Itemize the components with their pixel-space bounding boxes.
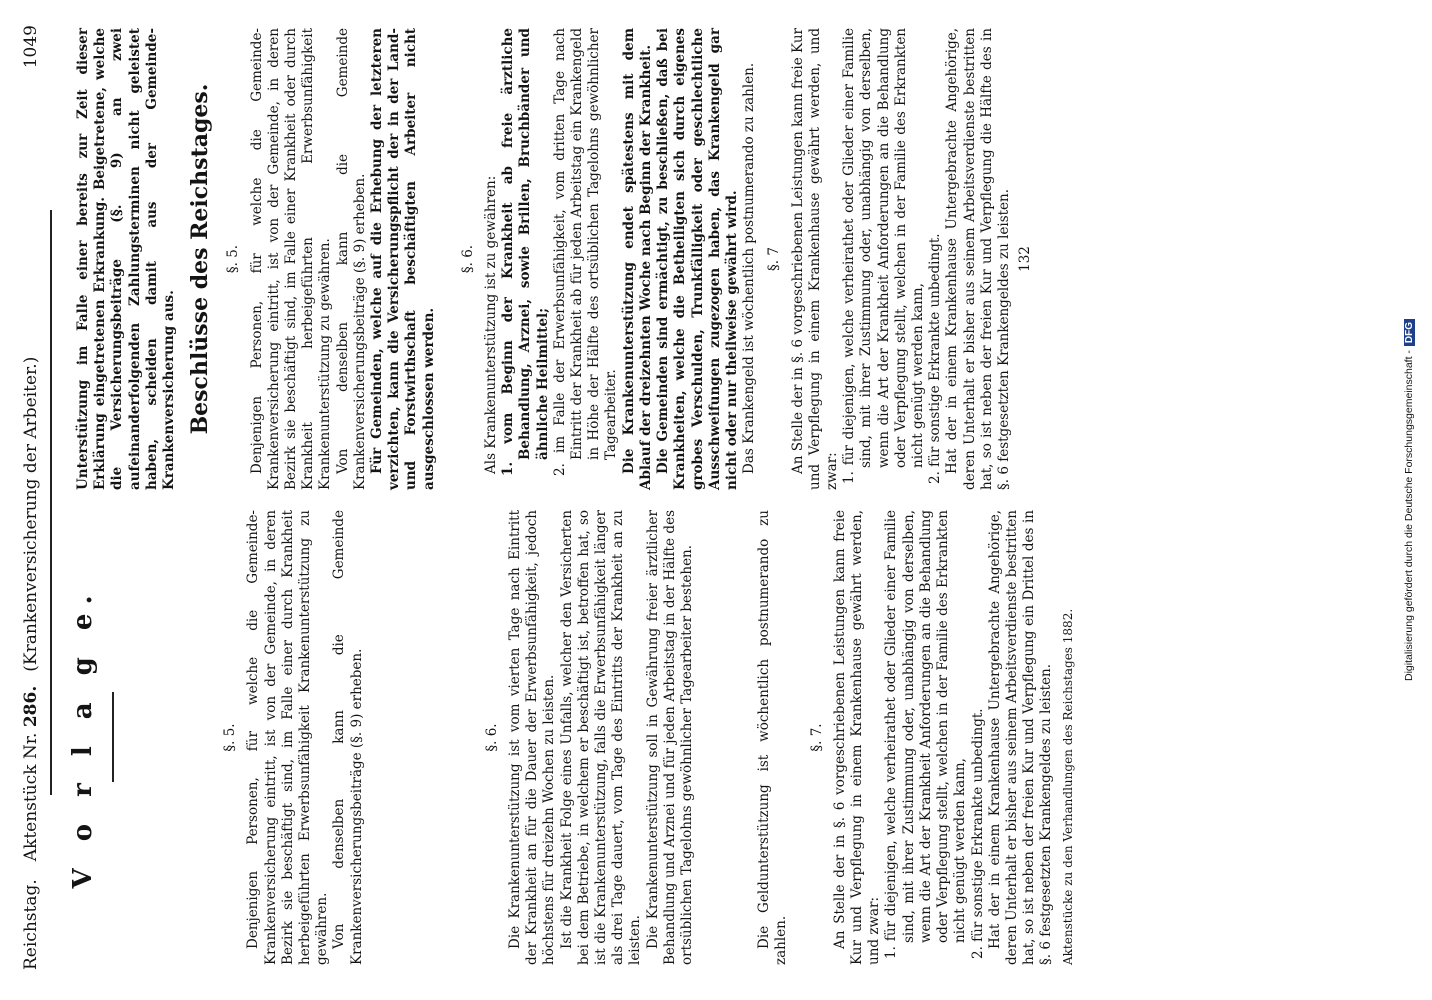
section-heading: §. 5. xyxy=(225,244,242,274)
intro-paragraph: Unterstützung im Falle einer bereits zur Zeit dieser Erklärung eingetretenen Erkrankung. Beigetretene, welche die Versicherungsbeiträge (§. 9) an zwei aufeinanderfolgenden Zahlungsterminen nicht geleistet haben, scheiden damit aus der Gemeinde-Krankenversicherung aus. xyxy=(75,28,178,490)
section-heading: §. 7. xyxy=(808,723,825,752)
spacer xyxy=(366,510,476,965)
paragraph: Als Krankenunterstützung ist zu gewähren: xyxy=(483,175,500,474)
paragraph: Das Krankengeld ist wöchentlich postnumerando zu zahlen. xyxy=(741,62,758,474)
spacer xyxy=(696,510,756,965)
paragraph: Denjenigen Personen, für welche die Gemeinde-Krankenversicherung eintritt, ist von der Gemeinde, in deren Bezirk sie beschäftigt sind, im Falle einer Krankheit oder durch Krankheit herbeigeführten Erwerbsunfähigkeit Krankenunterstützung zu gewähren. xyxy=(248,28,334,490)
signature-mark: 132 xyxy=(1017,246,1034,272)
list-item: 2. im Falle der Erwerbsunfähigkeit, vom dritten Tage nach Eintritt der Krankheit ab für jeden Arbeitstag ein Krankengeld in Höhe der Hälfte des ortsüblichen Tagelohns gewöhnlicher Tagearbeiter. xyxy=(551,28,620,476)
paragraph-bold: Für Gemeinden, welche auf die Erhebung der letzteren verzichten, kann die Versicherungspflicht der in der Land- und Forstwirthschaft beschäftigten Arbeiter nicht ausgeschlossen werden. xyxy=(369,28,437,490)
header-left: Reichstag. xyxy=(21,879,41,970)
list-item: 2. für sonstige Erkrankte unbedingt. xyxy=(927,233,944,484)
header-title: (Krankenversicherung der Arbeiter.) xyxy=(21,356,41,672)
paragraph: Die Krankenunterstützung soll in Gewährung freier ärztlicher Behandlung und Arznei und für jeden Arbeitstag in der Hälfte des ortsüblichen Tagelohns gewöhnlicher Tagearbeiter bestehen. xyxy=(644,510,696,965)
paragraph-bold: Die Gemeinden sind ermächtigt, zu beschließen, daß bei Krankheiten, welche die Betheiligten sich durch eigenes grobes Verschulden, Trunkfälligkeit oder geschlechtliche Ausschweifungen zugezogen haben, das Krankengeld gar nicht oder nur theilweise gewährt wird. xyxy=(655,28,740,490)
paragraph: Ist die Krankheit Folge eines Unfalls, welcher den Versicherten bei dem Betriebe, in welchem er beschäftigt ist, betroffen hat, so ist die Krankenunterstützung, falls die Erwerbsunfähigkeit länger als drei Tage dauert, vom Tage des Eintritts der Krankheit an zu leisten. xyxy=(558,510,644,965)
section-heading: §. 6. xyxy=(459,244,476,274)
spacer xyxy=(791,510,801,965)
section-heading: §. 5. xyxy=(222,723,239,752)
paragraph: Von denselben kann die Gemeinde Krankenversicherungsbeiträge (§. 9) erheben. xyxy=(334,28,368,490)
section-heading: §. 6. xyxy=(483,723,500,752)
list-item: 1. für diejenigen, welche verheirathet oder Glieder einer Familie sind, mit ihrer Zustimmung oder, unabhängig von derselben, wenn die Art der Krankheit Anforderungen an die Behandlung oder Verpflegung stellt, welchen in der Familie des Erkrankten nicht genügt werden kann, xyxy=(841,28,926,484)
list-item: 1. für diejenigen, welche verheirathet oder Glieder einer Familie sind, mit ihrer Zustimmung oder, unabhängig von derselben, wenn die Art der Krankheit Anforderungen an die Behandlung oder Verpflegung stellt, welchen in der Familie des Erkrankten nicht genügt werden kann, xyxy=(883,510,969,959)
paragraph: Von denselben kann die Gemeinde Krankenversicherungsbeiträge (§. 9) erheben. xyxy=(331,510,365,965)
spacer xyxy=(438,28,452,490)
list-item: 2. für sonstige Erkrankte unbedingt. xyxy=(969,708,986,959)
paragraph-bold: Die Krankenunterstützung endet spätestens mit dem Ablauf der dreizehnten Woche nach Beginn der Krankheit. xyxy=(620,28,654,490)
paragraph: Die Krankenunterstützung ist vom vierten Tage nach Eintritt der Krankheit an für die Dauer der Erwerbsunfähigkeit, jedoch höchstens für dreizehn Wochen zu leisten. xyxy=(507,510,558,965)
vorlage-title: V o r l a g e. xyxy=(68,586,98,889)
paragraph: Die Geldunterstützung ist wöchentlich postnumerando zu zahlen. xyxy=(756,510,790,965)
section-heading: §. 7 xyxy=(766,247,783,271)
page-header xyxy=(14,25,48,970)
header-document-number xyxy=(21,686,41,862)
beschluesse-title: Beschlüsse des Reichstages. xyxy=(187,83,214,435)
paragraph: Hat der in einem Krankenhause Untergebrachte Angehörige, deren Unterhalt er bisher aus seinem Arbeitsverdienste bestritten hat, so ist neben der freien Kur und Verpflegung die Hälfte des in §. 6 festgesetzten Krankengeldes zu leisten. xyxy=(944,28,1012,490)
column-vorlage xyxy=(68,510,1077,965)
paragraph: An Stelle der in §. 6 vorgeschriebenen Leistungen kann freie Kur und Verpflegung in einem Krankenhause gewährt werden, und zwar: xyxy=(789,28,840,490)
paragraph: An Stelle der in §. 6 vorgeschriebenen Leistungen kann freie Kur und Verpflegung in einem Krankenhause gewährt werden, und zwar: xyxy=(831,510,883,965)
dfg-logo: DFG xyxy=(1404,319,1415,346)
title-rule xyxy=(112,693,114,783)
spacer xyxy=(134,510,214,965)
footnote: Aktenstücke zu den Verhandlungen des Reichstages 1882. xyxy=(1060,608,1075,965)
column-beschluesse xyxy=(75,28,1034,490)
header-number: 286. xyxy=(21,685,41,728)
dfg-text: Digitalisierung gefördert durch die Deutsche Forschungsgemeinschaft - xyxy=(1403,350,1415,682)
header-rule xyxy=(50,210,52,795)
header-aktenstueck: Aktenstück Nr. xyxy=(21,732,41,862)
page-number: 1049 xyxy=(21,25,41,69)
dfg-attribution xyxy=(1403,90,1415,910)
paragraph: Denjenigen Personen, für welche die Gemeinde-Krankenversicherung eintritt, ist von der Gemeinde, in deren Bezirk sie beschäftigt sind, im Falle einer durch Krankheit herbeigeführten Erwerbsunfähigkeit Krankenunterstützung zu gewähren. xyxy=(245,510,331,965)
list-item: 1. vom Beginn der Krankheit ab freie ärztliche Behandlung, Arznei, sowie Brillen, Bruchbänder und ähnliche Heilmittel; xyxy=(500,28,551,476)
paragraph: Hat der in einem Krankenhause Untergebrachte Angehörige, deren Unterhalt er bisher aus seinem Arbeitsverdienste bestritten hat, so ist neben der freien Kur und Verpflegung ein Drittel des in §. 6 festgesetzten Krankengeldes zu leisten. xyxy=(986,510,1055,965)
